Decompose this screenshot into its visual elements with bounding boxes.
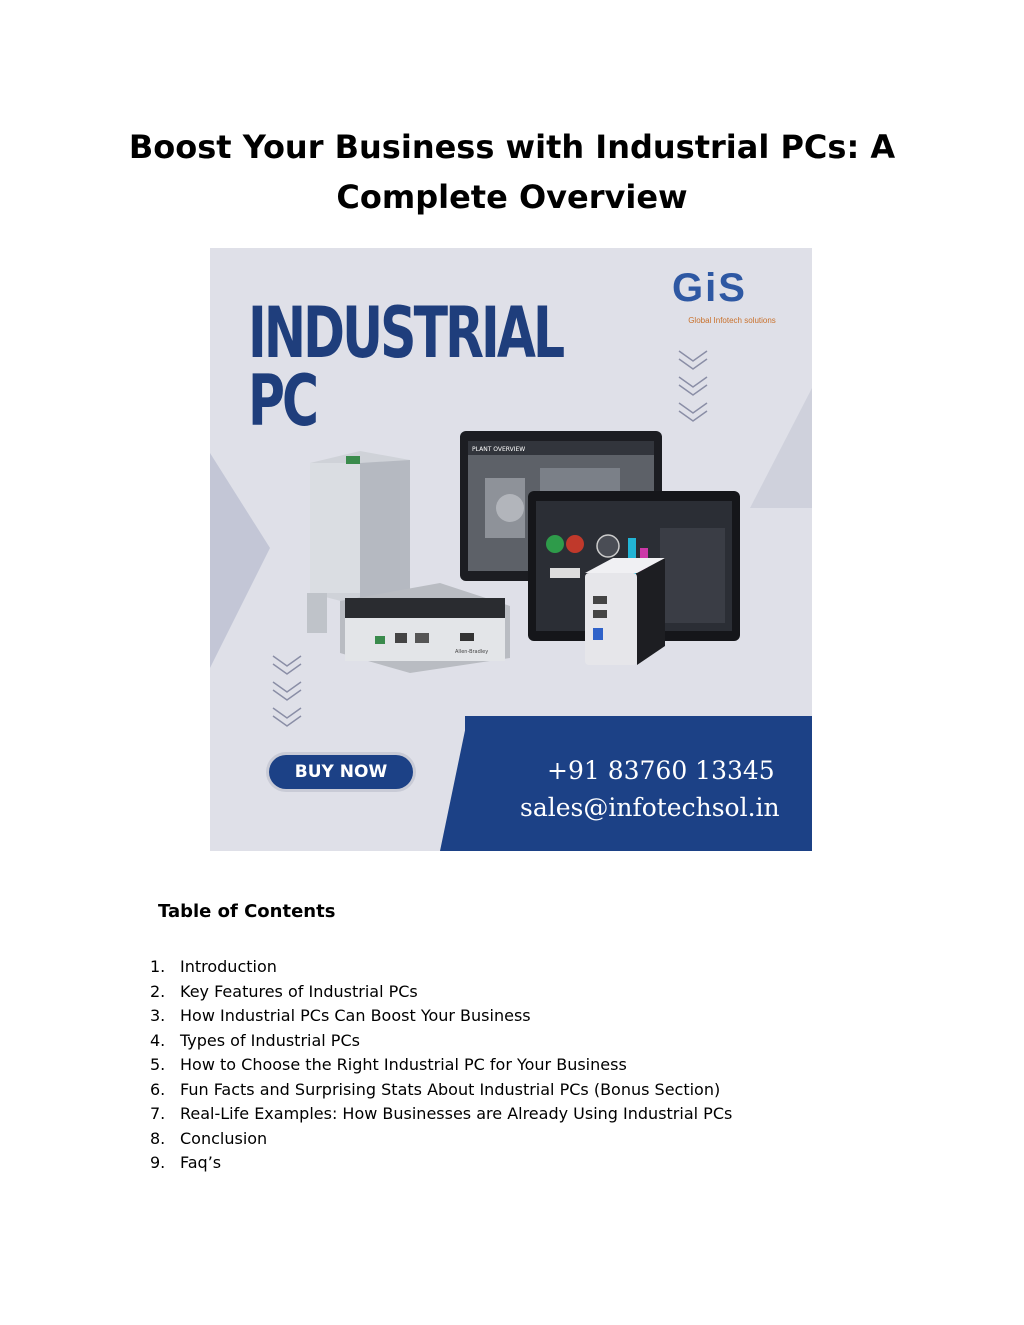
toc-item[interactable] <box>150 980 732 1005</box>
toc-item[interactable] <box>150 1004 732 1029</box>
compact-box-pc <box>585 558 665 665</box>
toc-item-label: Conclusion <box>180 1128 268 1148</box>
toc-item-number: 2. <box>150 981 166 1001</box>
buy-now-button[interactable]: BUY NOW <box>269 755 413 789</box>
toc-item[interactable] <box>150 1053 732 1078</box>
din-rail-box-pc <box>340 583 510 673</box>
logo-tagline: Global Infotech solutions <box>688 316 776 325</box>
brand-label: Allen-Bradley <box>455 649 489 655</box>
contact-phone: +91 83760 13345 <box>547 756 775 785</box>
toc-item[interactable] <box>150 1102 732 1127</box>
toc-item-number: 9. <box>150 1153 166 1172</box>
toc-item-number: 6. <box>150 1079 166 1099</box>
logo-wordmark: GiS <box>672 266 747 310</box>
page-title <box>0 122 1024 222</box>
toc-heading: Table of Contents <box>158 901 336 922</box>
page-title-line-2: Complete Overview <box>336 178 688 216</box>
toc-item-label: Introduction <box>180 957 277 976</box>
toc-item-label: How Industrial PCs Can Boost Your Business <box>180 1006 531 1025</box>
toc-item[interactable] <box>150 1029 732 1054</box>
toc-list <box>150 955 732 1176</box>
toc-item-number: 1. <box>150 957 166 976</box>
toc-item[interactable] <box>150 1127 732 1152</box>
product-banner-image <box>210 248 812 851</box>
banner-heading-line-1: INDUSTRIAL <box>248 292 563 374</box>
toc-item-label: How to Choose the Right Industrial PC for Your Business <box>180 1055 627 1074</box>
page-title-line-1: Boost Your Business with Industrial PCs: A <box>128 128 896 166</box>
toc-item-number: 8. <box>150 1128 166 1148</box>
toc-item-number: 3. <box>150 1006 166 1025</box>
toc-item-number: 4. <box>150 1030 166 1050</box>
toc-item-label: Types of Industrial PCs <box>180 1030 360 1050</box>
toc-item[interactable] <box>150 1078 732 1103</box>
toc-item-number: 5. <box>150 1055 166 1074</box>
toc-item-label: Key Features of Industrial PCs <box>180 981 418 1001</box>
toc-item-number: 7. <box>150 1104 166 1123</box>
toc-item[interactable] <box>150 955 732 980</box>
contact-panel-edge <box>440 716 468 851</box>
toc-item-label: Faq’s <box>180 1153 222 1172</box>
banner-heading-line-2: PC <box>248 360 317 442</box>
plant-overview-label: PLANT OVERVIEW <box>472 446 526 453</box>
contact-email: sales@infotechsol.in <box>520 793 780 822</box>
toc-item[interactable] <box>150 1151 732 1176</box>
toc-item-label: Real-Life Examples: How Businesses are Already Using Industrial PCs <box>180 1104 733 1123</box>
toc-item-label: Fun Facts and Surprising Stats About Industrial PCs (Bonus Section) <box>180 1079 721 1099</box>
